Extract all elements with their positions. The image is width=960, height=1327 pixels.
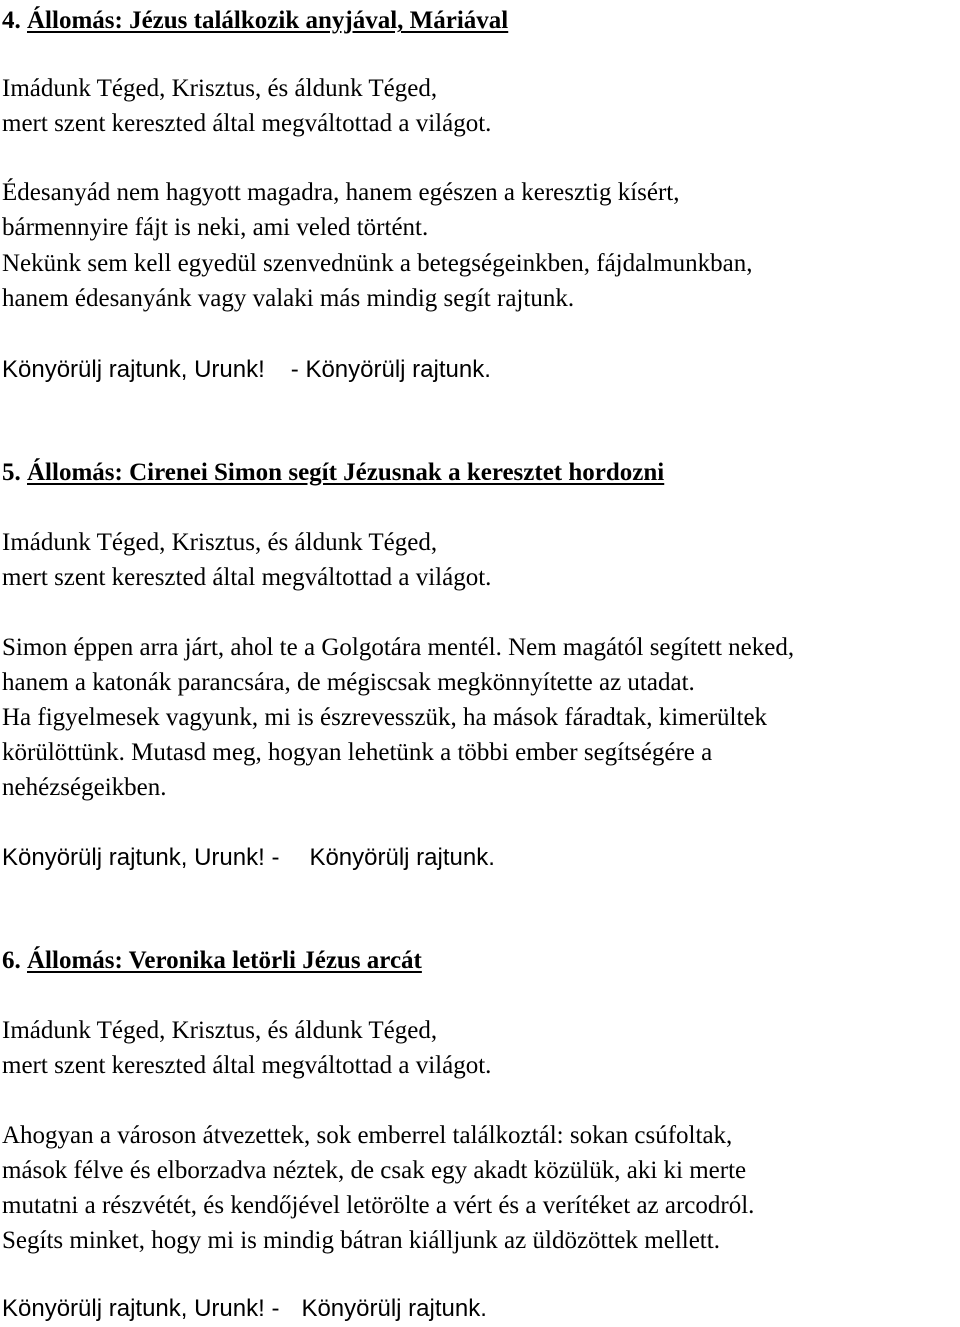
station-6-prayer-line-1: Imádunk Téged, Krisztus, és áldunk Téged, [2, 1017, 438, 1044]
station-6-meditation-line-2: mások félve és elborzadva néztek, de csak egy akadt közülük, aki ki merte [2, 1157, 747, 1184]
response-answer: Könyörülj rajtunk. [301, 1295, 487, 1322]
station-number: 4. [2, 7, 21, 34]
response-answer: Könyörülj rajtunk. [309, 844, 495, 871]
station-5-prayer-line-2: mert szent kereszted által megváltottad a világot. [2, 564, 492, 591]
station-5-meditation-line-2: hanem a katonák parancsára, de mégiscsak megkönnyítette az utadat. [2, 669, 695, 696]
response-call: Könyörülj rajtunk, Urunk! - [2, 844, 280, 871]
station-title: Állomás: Cirenei Simon segít Jézusnak a keresztet hordozni [27, 459, 665, 486]
station-6-heading [2, 946, 422, 976]
station-number: 6. [2, 947, 21, 974]
station-5-prayer-line-1: Imádunk Téged, Krisztus, és áldunk Téged, [2, 529, 438, 556]
station-4-prayer-line-2: mert szent kereszted által megváltottad a világot. [2, 110, 492, 137]
station-4-meditation-line-4: hanem édesanyánk vagy valaki más mindig segít rajtunk. [2, 285, 575, 312]
station-4-meditation-line-3: Nekünk sem kell egyedül szenvednünk a betegségeinkben, fájdalmunkban, [2, 250, 753, 277]
station-5-heading [2, 458, 664, 488]
station-6-prayer-line-2: mert szent kereszted által megváltottad a világot. [2, 1052, 492, 1079]
station-5-meditation-line-3: Ha figyelmesek vagyunk, mi is észrevesszük, ha mások fáradtak, kimerültek [2, 704, 768, 731]
station-5-meditation-line-1: Simon éppen arra járt, ahol te a Golgotára mentél. Nem magától segített neked, [2, 634, 795, 661]
station-6-response [2, 1294, 487, 1324]
station-6-meditation-line-1: Ahogyan a városon átvezettek, sok emberrel találkoztál: sokan csúfoltak, [2, 1122, 733, 1149]
response-call: Könyörülj rajtunk, Urunk! [2, 356, 265, 383]
station-6-meditation-line-4: Segíts minket, hogy mi is mindig bátran kiálljunk az üldözöttek mellett. [2, 1227, 720, 1254]
station-4-meditation-line-1: Édesanyád nem hagyott magadra, hanem egészen a keresztig kísért, [2, 179, 680, 206]
station-5-meditation-line-5: nehézségeikben. [2, 774, 167, 801]
station-4-response [2, 355, 491, 385]
station-5-response [2, 843, 495, 873]
station-title: Állomás: Veronika letörli Jézus arcát [27, 947, 422, 974]
station-title: Állomás: Jézus találkozik anyjával, Máriával [27, 7, 509, 34]
response-answer: - Könyörülj rajtunk. [290, 356, 491, 383]
station-number: 5. [2, 459, 21, 486]
station-4-prayer-line-1: Imádunk Téged, Krisztus, és áldunk Téged, [2, 75, 438, 102]
response-call: Könyörülj rajtunk, Urunk! - [2, 1295, 280, 1322]
station-5-meditation-line-4: körülöttünk. Mutasd meg, hogyan lehetünk a többi ember segítségére a [2, 739, 713, 766]
station-4-heading [2, 6, 508, 36]
station-6-meditation-line-3: mutatni a részvétét, és kendőjével letörölte a vért és a verítéket az arcodról. [2, 1192, 755, 1219]
station-4-meditation-line-2: bármennyire fájt is neki, ami veled történt. [2, 214, 429, 241]
